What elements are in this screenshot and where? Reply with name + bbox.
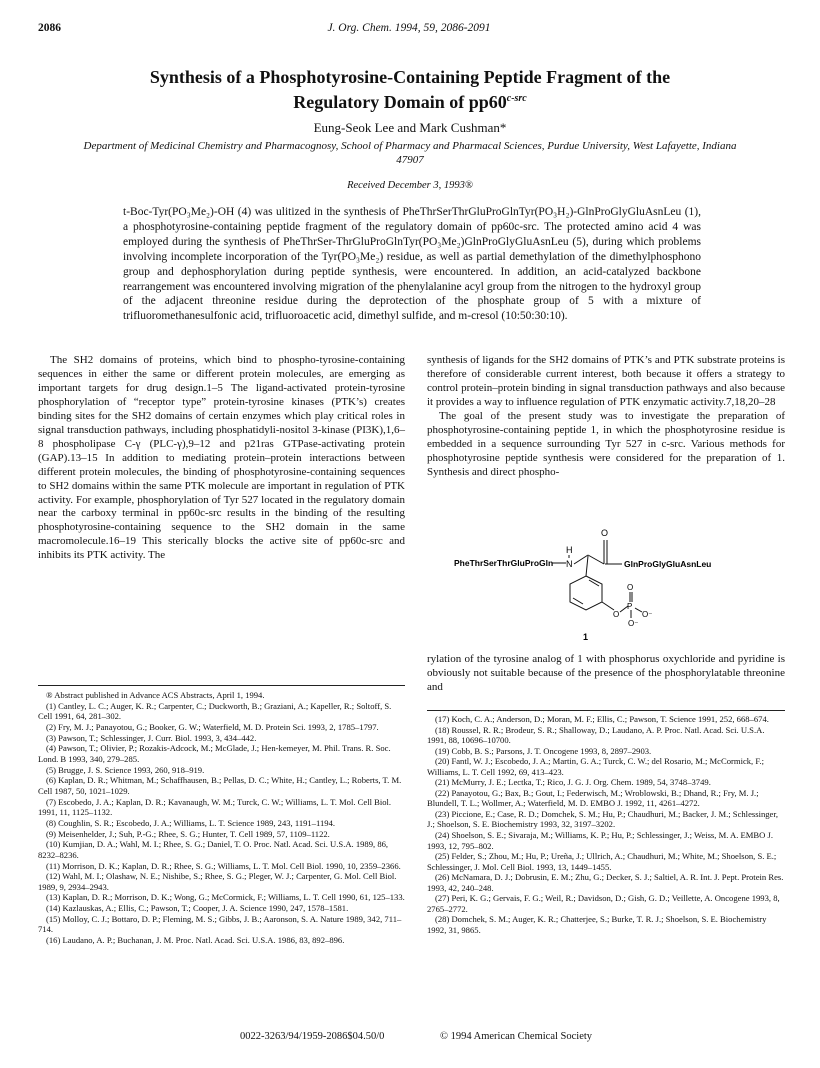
received-date: Received December 3, 1993® — [347, 180, 473, 191]
reference-item: (14) Kazlauskas, A.; Ellis, C.; Pawson, T.; Cooper, J. A. Science 1990, 247, 1578–1581. — [46, 903, 349, 914]
structure-atom-p: P — [627, 602, 633, 611]
structure-atom-o: O — [601, 528, 609, 538]
title-line-2 — [60, 88, 760, 113]
footnote: ® Abstract published in Advance ACS Abstracts, April 1, 1994. — [46, 690, 265, 700]
references-right — [427, 710, 785, 935]
reference-item: (10) Kumjian, D. A.; Wahl, M. I.; Rhee, S. G.; Daniel, T. O. Proc. Natl. Acad. Sci. U.S.A. 1989, 86, 8232–8236. — [38, 839, 389, 860]
reference-item: (23) Piccione, E.; Case, R. D.; Domchek, S. M.; Hu, P.; Chaudhuri, M.; Backer, J. M.; Schlessinger, J.; Shoelson, S. E. Biochemistry 1993, 32, 3197–3202. — [427, 808, 779, 830]
reference-item: (5) Brugge, J. S. Science 1993, 260, 918–919. — [46, 764, 205, 775]
chemical-structure-1 — [452, 520, 772, 642]
reference-item: (21) McMurry, J. E.; Lectka, T.; Rico, J. G. J. Org. Chem. 1989, 54, 3748–3749. — [435, 777, 711, 788]
page-footer — [0, 1031, 820, 1045]
copyright: © 1994 American Chemical Society — [440, 1031, 593, 1042]
footnotes-left — [38, 685, 405, 946]
reference-item: (26) McNamara, D. J.; Dobrusin, E. M.; Zhu, G.; Decker, S. J.; Saltiel, A. R. Int. J. Pept. Protein Res. 1993, 42, 240–248. — [427, 872, 784, 893]
abstract-text: t-Boc-Tyr(PO₃Me₂)-OH (4) was ulitized in the synthesis of PheThrSerThrGluProGlnTyr(PO₃H₂)-GlnProGlyGluAsnLeu (1), a phosphotyrosine-containing peptide fragment of the regulatory domain of pp60c-src. The protected amino acid 4 was employed during the synthesis of PheThrSer-ThrGluProGlnTyr(PO₃Me₂)GlnProGlyGluAsnLeu (5), during which problems involving incomplete incorporation of the Tyr(PO₃Me₂) residue, as well as partial demethylation of the dimethylphosphono group and dephosphorylation during peptide synthesis, were encountered. In addition, an acid-catalyzed backbone rearrangement was encountered involving migration of the phenylalanine acyl group from the nitrogen to the hydroxyl group of the adjacent threonine residue during the deprotection of the phosphate group of 5 with a mixture of trifluoromethanesulfonic acid, trifluoroacetic acid, dimethyl sulfide, and m-cresol (10:50:30:10). — [123, 206, 701, 323]
body-paragraph: The goal of the present study was to investigate the preparation of phosphotyrosine-containing peptide 1, in which the phosphotyrosine residue is embedded in a sequence surrounding Tyr 527 in c-src. Various methods for phosphotyrosine peptide synthesis were considered for the preparation of 1. Synthesis and direct phospho- — [427, 409, 785, 478]
title-line-2-text: Regulatory Domain of pp60 — [293, 92, 507, 112]
body-paragraph: The SH2 domains of proteins, which bind to phospho-tyrosine-containing sequences in either the same or different protein molecules, are emerging as important targets for drug design.1–5 The ligand-activated protein-tyrosine phosphorylation of “receptor type” protein-tyrosine kinases (PTK’s) creates binding sites for the SH2 domains of certain enzymes which play critical roles in signal transduction pathways, including phosphatidyli-nositol 3-kinase (PI3K),1,6–8 phospholipase C-γ (PLC-γ),9–12 and p21ras GTPase-activating protein (GAP).13–15 In addition to mediating protein–protein interactions between different protein molecules, the binding of phosphotyrosine-containing sequences to SH2 domains within the same PTK molecule are important in regulation of PTK activity. For example, phosphorylation of Tyr 527 located in the regulatory domain near the carboxy terminal in pp60c-src results in the binding of the resulting phosphotyrosine-containing sequence to the SH2 domain in the same macromolecule.16–19 This sterically blocks the active site of pp60c-src and inhibits its PTK activity. The — [38, 354, 405, 562]
reference-item: (22) Panayotou, G.; Bax, B.; Gout, I.; Federwisch, M.; Wroblowski, B.; Dhand, R.; Fry, M. J.; Blundell, T. L.; Wollmer, A.; Waterfield, M. D. EMBO J. 1992, 11, 4261–4272. — [427, 787, 759, 809]
issn-code: 0022-3263/94/1959-2086$04.50/0 — [240, 1031, 385, 1042]
journal-reference: J. Org. Chem. 1994, 59, 2086-2091 — [327, 22, 491, 34]
article-title — [60, 67, 760, 113]
reference-item: (20) Fantl, W. J.; Escobedo, J. A.; Martin, G. A.; Turck, C. W.; del Rosario, M.; McCormick, F.; Williams, L. T. Cell 1992, 69, 413–423. — [427, 756, 764, 777]
reference-item: (13) Kaplan, D. R.; Morrison, D. K.; Wong, G.; McCormick, F.; Williams, L. T. Cell 1990, 61, 125–133. — [46, 892, 405, 903]
reference-item: (1) Cantley, L. C.; Auger, K. R.; Carpenter, C.; Duckworth, B.; Graziani, A.; Kapeller, R.; Soltoff, S. Cell 1991, 64, 281–302. — [38, 700, 392, 722]
reference-item: (4) Pawson, T.; Olivier, P.; Rozakis-Adcock, M.; McGlade, J.; Hen-kemeyer, M. Phil. Trans. R. Soc. Lond. B 1993, 340, 279–285. — [38, 743, 391, 764]
page-number: 2086 — [38, 22, 61, 34]
reference-item: (15) Molloy, C. J.; Bottaro, D. P.; Fleming, M. S.; Gibbs, J. B.; Aaronson, S. A. Nature 1989, 342, 711–714. — [38, 913, 402, 935]
reference-item: (27) Peri, K. G.; Gervais, F. G.; Weil, R.; Davidson, D.; Gish, G. D.; Veillette, A. Oncogene 1993, 8, 2765–2772. — [427, 893, 780, 914]
title-superscript: c-src — [506, 93, 527, 104]
reference-item: (12) Wahl, M. I.; Olashaw, N. E.; Nishibe, S.; Rhee, S. G.; Pleger, W. J.; Carpenter, G. Mol. Cell Biol. 1989, 9, 2934–2943. — [38, 871, 397, 892]
reference-item: (16) Laudano, A. P.; Buchanan, J. M. Proc. Natl. Acad. Sci. U.S.A. 1986, 83, 892–896. — [46, 935, 345, 946]
structure-atom-o-minus: O⁻ — [642, 610, 653, 619]
compound-number: 1 — [583, 632, 589, 642]
reference-item: (25) Felder, S.; Zhou, M.; Hu, P.; Ureña, J.; Ullrich, A.; Chaudhuri, M.; White, M.; Shoelson, S. E.; Schlessinger, J. Mol. Cell Biol. 1993, 13, 1449–1455. — [427, 851, 777, 872]
reference-item: (9) Meisenhelder, J.; Suh, P.-G.; Rhee, S. G.; Hunter, T. Cell 1989, 57, 1109–1122. — [46, 828, 330, 839]
structure-right-label: GlnProGlyGluAsnLeu — [624, 559, 712, 569]
body-column-left — [38, 354, 405, 563]
structure-atom-o: O — [627, 583, 634, 592]
reference-item: (6) Kaplan, D. R.; Whitman, M.; Schaffhausen, B.; Pellas, D. C.; White, H.; Cantley, L.; Roberts, T. M. Cell 1987, 50, 1021–1029. — [38, 775, 402, 796]
page-header — [38, 22, 780, 38]
reference-item: (28) Domchek, S. M.; Auger, K. R.; Chatterjee, S.; Burke, T. R. J.; Shoelson, S. E. Biochemistry 1992, 31, 9865. — [427, 914, 767, 935]
body-column-right-continued — [427, 653, 785, 695]
title-line-1: Synthesis of a Phosphotyrosine-Containing Peptide Fragment of the — [149, 67, 671, 87]
reference-item: (19) Cobb, B. S.; Parsons, J. T. Oncogene 1993, 8, 2897–2903. — [435, 745, 652, 756]
reference-item: (11) Morrison, D. K.; Kaplan, D. R.; Rhee, S. G.; Williams, L. T. Mol. Cell Biol. 1990, 10, 2359–2366. — [46, 860, 401, 871]
structure-atom-o: O — [613, 610, 620, 619]
structure-left-label: PheThrSerThrGluProGln — [454, 558, 554, 568]
body-paragraph: synthesis of ligands for the SH2 domains of PTK’s and PTK substrate proteins is therefore of considerable current interest, both because it offers a strategy to control protein–protein binding in signal transduction pathways and also because it provides a way to influence regulation of PTK enzymatic activity.7,18,20–28 — [427, 354, 785, 408]
abstract — [123, 205, 701, 324]
reference-item: (24) Shoelson, S. E.; Sivaraja, M.; Williams, K. P.; Hu, P.; Schlessinger, J.; Weiss, M. A. EMBO J. 1993, 12, 795–802. — [427, 830, 774, 851]
structure-atom-h: H — [566, 545, 573, 555]
body-paragraph: rylation of the tyrosine analog of 1 with phosphorus oxychloride and pyridine is obviously not suitable because of the presence of the phosphorylatable threonine and — [427, 653, 785, 693]
reference-item: (8) Coughlin, S. R.; Escobedo, J. A.; Williams, L. T. Science 1989, 243, 1191–1194. — [46, 817, 336, 828]
authors: Eung-Seok Lee and Mark Cushman* — [313, 120, 507, 135]
affiliation: Department of Medicinal Chemistry and Pharmacognosy, School of Pharmacy and Pharmacal Sciences, Purdue University, West Lafayette, Indiana 47907 — [83, 140, 737, 166]
body-column-right — [427, 354, 785, 480]
reference-item: (2) Fry, M. J.; Panayotou, G.; Booker, G. W.; Waterfield, M. D. Protein Sci. 1993, 2, 1785–1797. — [46, 721, 379, 732]
reference-item: (3) Pawson, T.; Schlessinger, J. Curr. Biol. 1993, 3, 434–442. — [46, 732, 257, 743]
structure-atom-n: N — [566, 559, 573, 569]
reference-item: (7) Escobedo, J. A.; Kaplan, D. R.; Kavanaugh, W. M.; Turck, C. W.; Williams, L. T. Mol. Cell Biol. 1991, 11, 1125–1132. — [38, 796, 392, 818]
reference-item: (17) Koch, C. A.; Anderson, D.; Moran, M. F.; Ellis, C.; Pawson, T. Science 1991, 252, 668–674. — [435, 714, 769, 724]
structure-atom-o-minus: O⁻ — [628, 619, 639, 628]
reference-item: (18) Roussel, R. R.; Brodeur, S. R.; Shalloway, D.; Laudano, A. P. Proc. Natl. Acad. Sci. U.S.A. 1991, 88, 10696–10700. — [427, 724, 765, 746]
